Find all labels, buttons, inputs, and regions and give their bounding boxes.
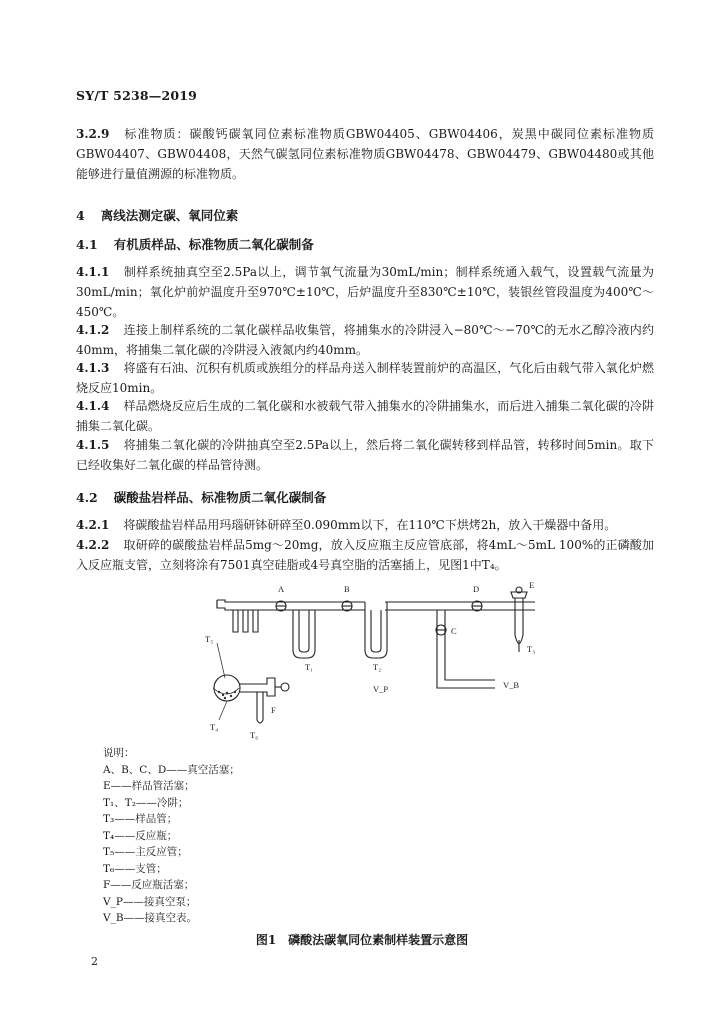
vacuum-pump-line [436, 610, 495, 688]
clause-number: 4.1.2 [76, 323, 110, 337]
legend-item: T₅——主反应管； [103, 846, 188, 858]
clause-number: 4.2.2 [76, 538, 110, 552]
label-t1: T₁ [305, 662, 314, 672]
clause-number: 4.1.4 [76, 399, 110, 413]
legend-item: T₄——反应瓶； [103, 829, 178, 842]
paragraph-4-1-2 [76, 320, 654, 360]
clause-number: 4.1.1 [76, 265, 110, 279]
legend-item: E——样品管活塞； [103, 780, 195, 792]
clause-number: 4.1.5 [76, 438, 110, 452]
clause-text: 将捕集二氧化碳的冷阱抽真空至2.5Pa以上，然后将二氧化碳转移到样品管，转移时间5min。取下已经收集好二氧化碳的样品管待测。 [76, 438, 654, 472]
cold-trap-t1 [293, 610, 315, 658]
clause-text: 标准物质：碳酸钙碳氧同位素标准物质GBW04405、GBW04406，炭黑中碳同位素标准物质GBW04407、GBW04408，天然气碳氢同位素标准物质GBW04478、GBW04479、GBW04480或其他能够进行量值溯源的标准物质。 [76, 127, 654, 181]
legend-item: T₃——样品管； [103, 813, 178, 825]
legend-item: A、B、C、D——真空活塞； [103, 763, 240, 776]
page-number: 2 [91, 955, 98, 968]
paragraph-3-2-9 [76, 124, 654, 184]
cold-trap-t2 [365, 602, 387, 658]
clause-text: 制样系统抽真空至2.5Pa以上，调节氧气流量为30mL/min；制样系统通入载气，设置载气流量为30mL/min；氧化炉前炉温度升至970℃±10℃，后炉温度升至830℃±10℃，装银丝管段温度为400℃～450℃。 [76, 265, 654, 319]
label-d: D [473, 584, 480, 594]
label-vb: V_B [503, 680, 520, 690]
section-title: 有机质样品、标准物质二氧化碳制备 [113, 237, 314, 252]
paragraph-4-2-1 [76, 515, 654, 535]
label-e: E [529, 580, 535, 590]
clause-number: 4.1.3 [76, 361, 110, 375]
standard-header: SY/T 5238—2019 [76, 88, 198, 103]
label-t4: T₄ [210, 722, 219, 732]
figure-caption: 图1 磷酸法碳氧同位素制样装置示意图 [255, 933, 469, 947]
paragraph-4-1-1 [76, 262, 654, 322]
apparatus-diagram [205, 580, 540, 745]
section-title: 离线法测定碳、氧同位素 [100, 208, 239, 223]
clause-text: 取研碎的碳酸盐岩样品5mg～20mg，放入反应瓶主反应管底部，将4mL～5mL 100%的正磷酸加入反应瓶支管，立刻将涂有7501真空硅脂或4号真空脂的活塞插上，见图1中T₄。 [76, 538, 654, 572]
paragraph-4-1-3 [76, 358, 654, 398]
clause-text: 将盛有石油、沉积有机质或族组分的样品舟送入制样装置前炉的高温区，气化后由载气带入氧化炉燃烧反应10min。 [76, 361, 654, 395]
section-4-2-heading [76, 488, 326, 506]
figure-legend [103, 745, 240, 927]
label-f: F [271, 705, 276, 715]
paragraph-4-2-2 [76, 535, 654, 575]
legend-item: V_P——接真空泵； [103, 895, 197, 908]
section-4-1-heading [76, 235, 314, 253]
legend-item: T₆——支管； [103, 862, 167, 875]
legend-item: F——反应瓶活塞； [103, 879, 195, 891]
label-t2: T₂ [373, 662, 382, 672]
diagram-labels [205, 580, 535, 740]
vacuum-manifold [217, 600, 535, 610]
clause-text: 将碳酸盐岩样品用玛瑙研钵研碎至0.090mm以下，在110℃下烘烤2h，放入干燥器中备用。 [123, 518, 617, 532]
label-a: A [278, 584, 285, 594]
clause-text: 样品燃烧反应后生成的二氧化碳和水被载气带入捕集水的冷阱捕集水，而后进入捕集二氧化碳的冷阱捕集二氧化碳。 [76, 399, 654, 433]
label-c: C [451, 626, 457, 636]
sample-tube-t3 [511, 587, 527, 652]
left-manifold-tubes [233, 610, 258, 632]
clause-number: 3.2.9 [76, 127, 110, 141]
section-title: 碳酸盐岩样品、标准物质二氧化碳制备 [113, 490, 327, 505]
label-t3: T₃ [527, 644, 536, 654]
reaction-flask-t4 [213, 643, 289, 723]
label-b: B [344, 584, 350, 594]
legend-item: T₁、T₂——冷阱； [103, 796, 189, 809]
label-t6: T₆ [250, 730, 259, 740]
clause-text: 连接上制样系统的二氧化碳样品收集管，将捕集水的冷阱浸入−80℃～−70℃的无水乙醇冷液内约40mm，将捕集二氧化碳的冷阱浸入液氮内约40mm。 [76, 323, 654, 357]
section-number: 4.1 [76, 237, 98, 252]
section-number: 4.2 [76, 490, 98, 505]
paragraph-4-1-5 [76, 435, 654, 475]
legend-item: V_B——接真空表。 [103, 912, 198, 924]
clause-number: 4.2.1 [76, 518, 110, 532]
paragraph-4-1-4 [76, 396, 654, 436]
label-t5: T₅ [205, 634, 214, 644]
section-4-heading [76, 206, 238, 224]
label-vp: V_P [373, 684, 389, 694]
legend-title: 说明： [103, 747, 135, 759]
section-number: 4 [76, 208, 85, 223]
